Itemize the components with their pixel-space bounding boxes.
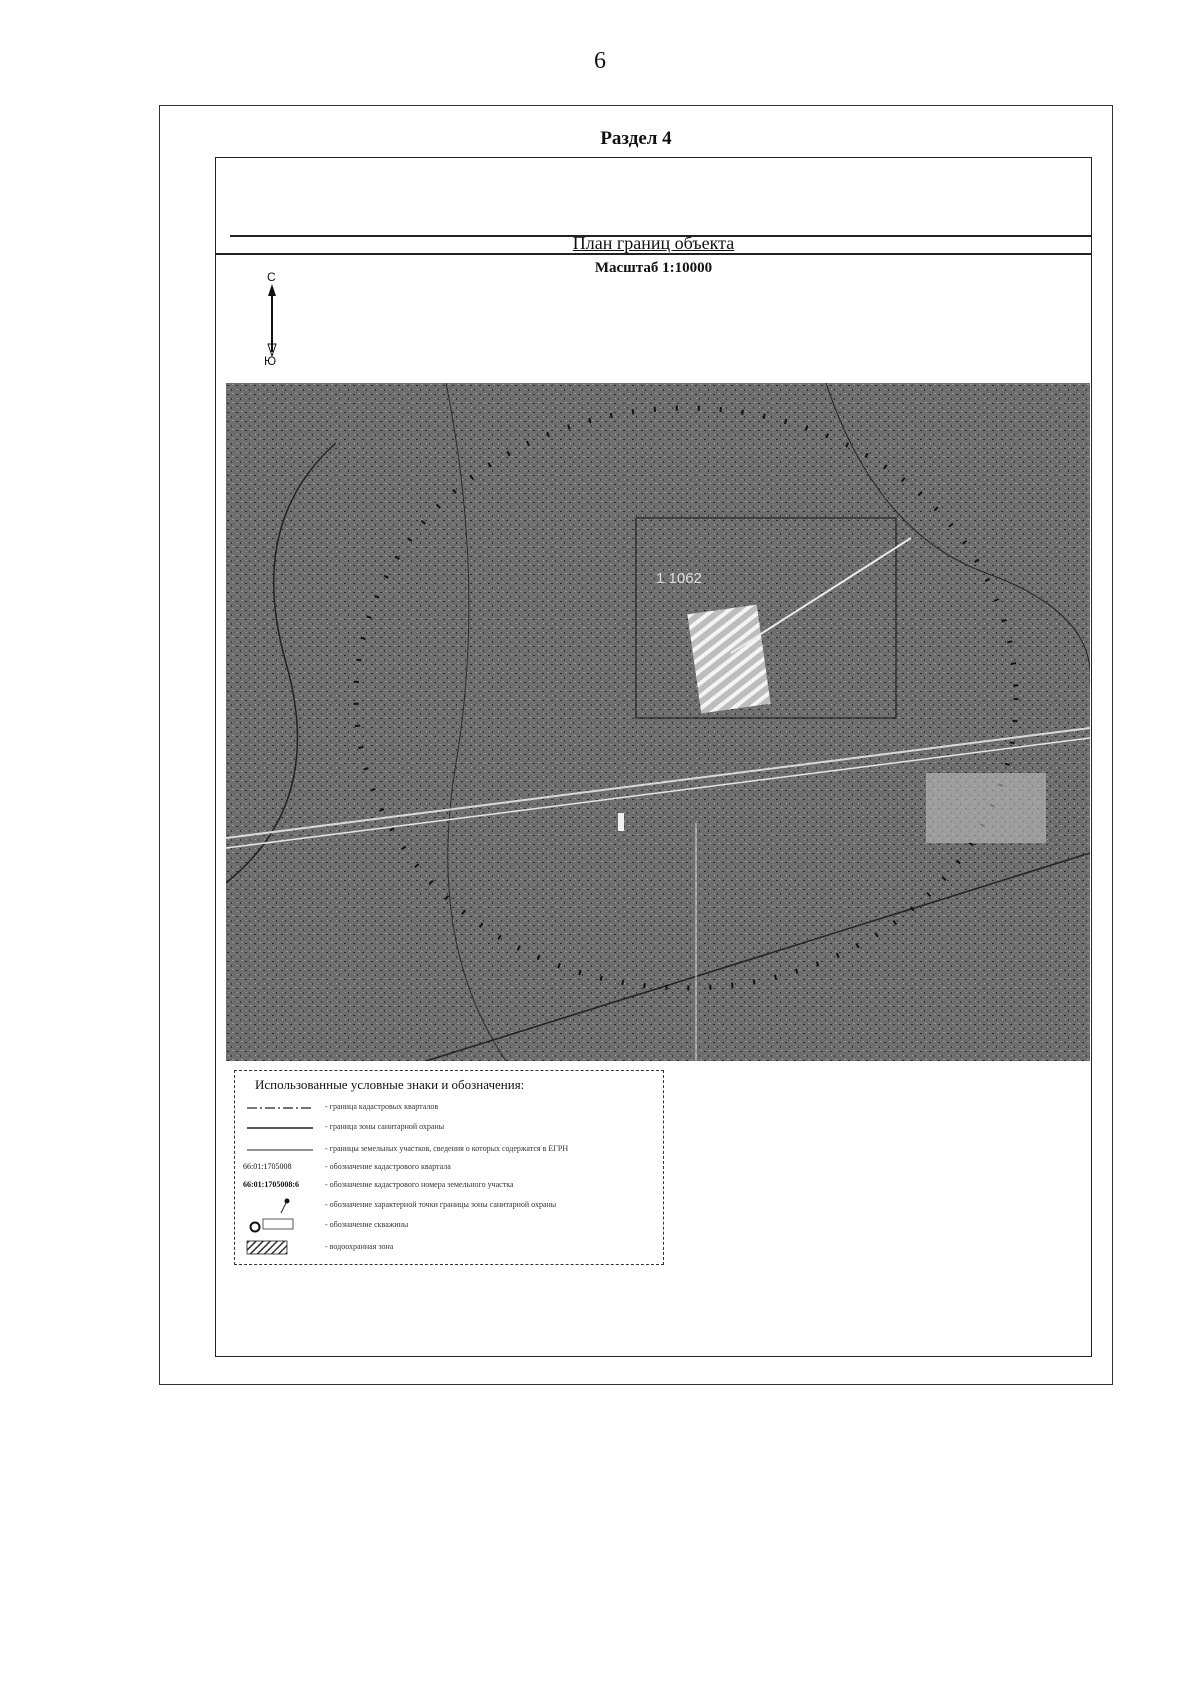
well-icon xyxy=(243,1217,323,1235)
page-number: 6 xyxy=(594,48,606,74)
map-image xyxy=(226,383,1090,1061)
scale-label: Масштаб 1:10000 xyxy=(594,260,713,276)
legend-symbol-label: 66:01:1705008 xyxy=(243,1162,292,1171)
section-title: Раздел 4 xyxy=(600,128,672,149)
hatch-area-icon xyxy=(243,1239,323,1257)
legend-item: - обозначение характерной точки границы зоны санитарной охраны xyxy=(243,1197,658,1215)
plan-title xyxy=(215,233,1092,255)
dash-dot-line-icon xyxy=(243,1099,323,1117)
map-parcel-label: 1 1062 xyxy=(656,570,702,587)
north-arrow-icon xyxy=(262,270,282,370)
solid-line-icon xyxy=(243,1119,323,1137)
legend-item: - граница зоны санитарной охраны xyxy=(243,1119,658,1137)
legend-item: 66:01:1705008 - обозначение кадастрового квартала xyxy=(243,1159,658,1177)
compass-south: Ю xyxy=(264,354,277,368)
legend-item: - водоохранная зона xyxy=(243,1239,658,1257)
legend-item: 66:01:1705008:6 - обозначение кадастрового номера земельного участка xyxy=(243,1177,658,1195)
legend-item: - граница кадастровых кварталов xyxy=(243,1099,658,1117)
legend-item: - обозначение скважины xyxy=(243,1217,658,1235)
solid-line-icon xyxy=(243,1141,323,1159)
plan-title-text: План границ объекта xyxy=(572,233,735,253)
legend-title: Использованные условные знаки и обозначения: xyxy=(255,1077,525,1092)
header-box xyxy=(230,157,1092,237)
boundary-point-icon xyxy=(243,1197,323,1215)
legend xyxy=(234,1070,664,1265)
legend-symbol-label: 66:01:1705008:6 xyxy=(243,1180,299,1189)
legend-item: - границы земельных участков, сведения о которых содержатся в ЕГРН xyxy=(243,1141,658,1159)
compass-north: С xyxy=(267,270,276,284)
